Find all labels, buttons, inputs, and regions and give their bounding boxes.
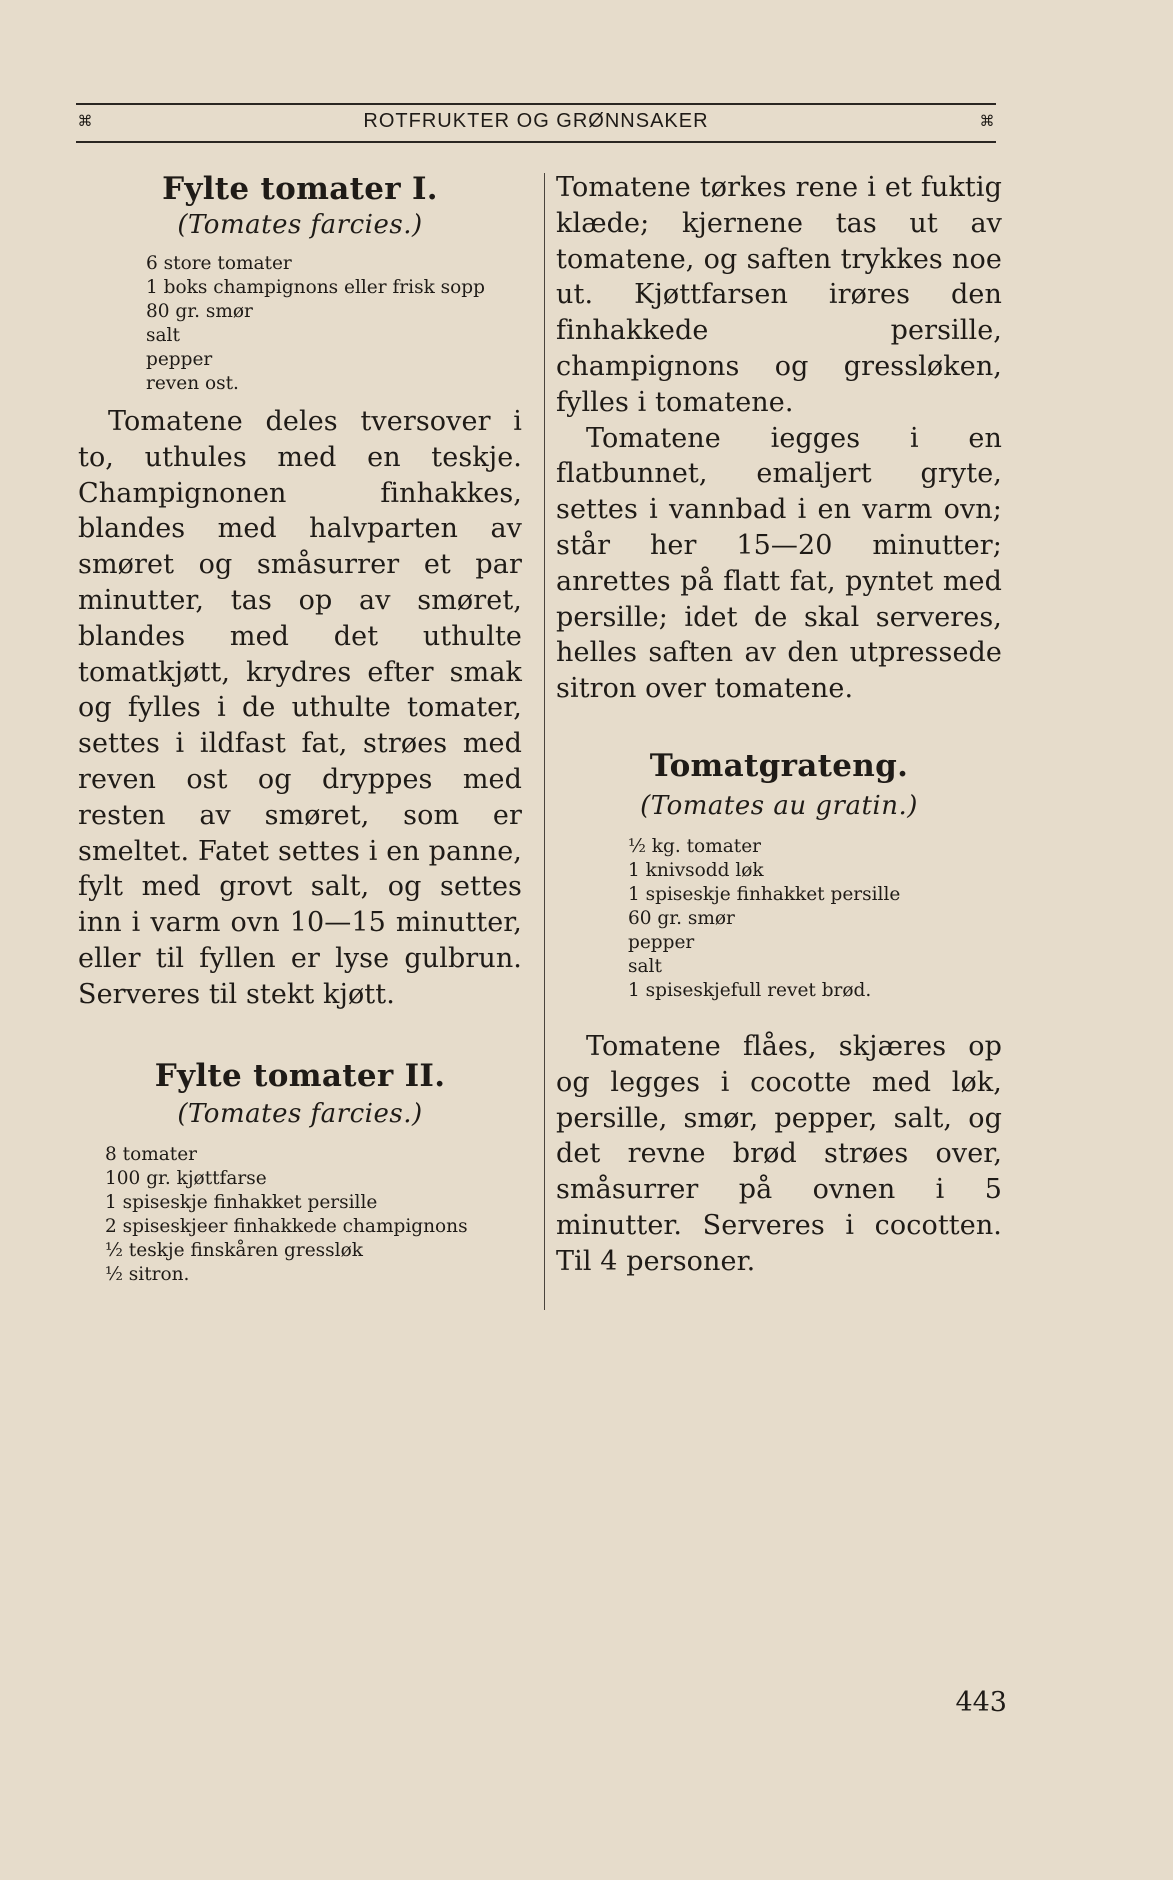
recipe-body-tomatgrateng: Tomatene flåes, skjæres op og legges i cocotte med løk, persille, smør, pepper, salt, og det revne brød strøes over, småsurrer på ovnen i 5 minutter. Serveres i cocotten. Til 4 personer. [556, 1030, 1002, 1277]
ingredient-item: 1 spiseskjefull revet brød. [628, 979, 872, 1001]
recipe-subtitle-fylte-tomater-1: (Tomates farcies.) [177, 210, 423, 240]
left-column [78, 170, 522, 1287]
ingredient-item: 8 tomater [105, 1143, 198, 1165]
ornament-left-icon: ⌘ [77, 112, 93, 130]
ingredient-item: pepper [628, 931, 695, 953]
ingredient-item: 80 gr. smør [146, 301, 253, 322]
ingredient-item: pepper [146, 349, 213, 370]
ingredient-item: ½ teskje finskåren gressløk [105, 1239, 363, 1261]
recipe-title-fylte-tomater-1: Fylte tomater I. [162, 171, 438, 207]
ingredient-item: ½ sitron. [105, 1263, 190, 1285]
page-number: 443 [955, 1687, 1007, 1718]
ingredient-item: 60 gr. smør [628, 907, 735, 929]
ingredient-list-tomatgrateng [556, 835, 1002, 1003]
header-title: ROTFRUKTER OG GRØNNSAKER [363, 110, 709, 132]
ingredient-list-fylte-tomater-2 [78, 1143, 522, 1287]
recipe-body-fylte-tomater-2-part2: Tomatene iegges i en flatbunnet, emaljert gryte, settes i vannbad i en varm ovn; står her 15—20 minutter; anrettes på flatt fat, pyntet med persille; idet de skal serveres, helles saften av den utpressede sitron over tomatene. [556, 422, 1002, 705]
column-divider [544, 173, 545, 1310]
ingredient-list-fylte-tomater-1 [78, 252, 522, 396]
ingredient-item: 1 spiseskje finhakket persille [105, 1191, 378, 1213]
ingredient-item: 6 store tomater [146, 253, 292, 274]
recipe-body-fylte-tomater-1: Tomatene deles tversover i to, uthules med en teskje. Champignonen finhakkes, blandes med halvparten av smøret og småsurrer et par minutter, tas op av smøret, blandes med det uthulte tomatkjøtt, krydres efter smak og fylles i de uthulte tomater, settes i ildfast fat, strøes med reven ost og dryppes med resten av smøret, som er smeltet. Fatet settes i en panne, fylt med grovt salt, og settes inn i varm ovn 10—15 minutter, eller til fyllen er lyse gulbrun. Serveres til stekt kjøtt. [78, 406, 522, 1010]
right-column [556, 170, 1002, 1280]
recipe-subtitle-fylte-tomater-2: (Tomates farcies.) [177, 1098, 423, 1129]
recipe-subtitle-tomatgrateng: (Tomates au gratin.) [640, 790, 918, 821]
ornament-right-icon: ⌘ [979, 112, 995, 130]
header-rule-top [76, 103, 996, 105]
running-header [76, 103, 996, 143]
ingredient-item: salt [146, 325, 180, 346]
ingredient-item: salt [628, 955, 662, 977]
ingredient-item: 1 knivsodd løk [628, 859, 764, 881]
ingredient-item: reven ost. [146, 373, 239, 394]
ingredient-item: 1 spiseskje finhakket persille [628, 883, 901, 905]
recipe-title-fylte-tomater-2: Fylte tomater II. [154, 1057, 446, 1094]
ingredient-item: 100 gr. kjøttfarse [105, 1167, 267, 1189]
recipe-body-fylte-tomater-2-part1: Tomatene tørkes rene i et fuktig klæde; kjernene tas ut av tomatene, og saften trykkes noe ut. Kjøttfarsen irøres den finhakkede persille, champignons og gressløken, fylles i tomatene. [556, 172, 1002, 418]
ingredient-item: 1 boks champignons eller frisk sopp [146, 277, 485, 298]
header-rule-bottom [76, 141, 996, 143]
ingredient-item: 2 spiseskjeer finhakkede champignons [105, 1215, 468, 1237]
recipe-title-tomatgrateng: Tomatgrateng. [649, 747, 909, 784]
ingredient-item: ½ kg. tomater [628, 835, 761, 857]
